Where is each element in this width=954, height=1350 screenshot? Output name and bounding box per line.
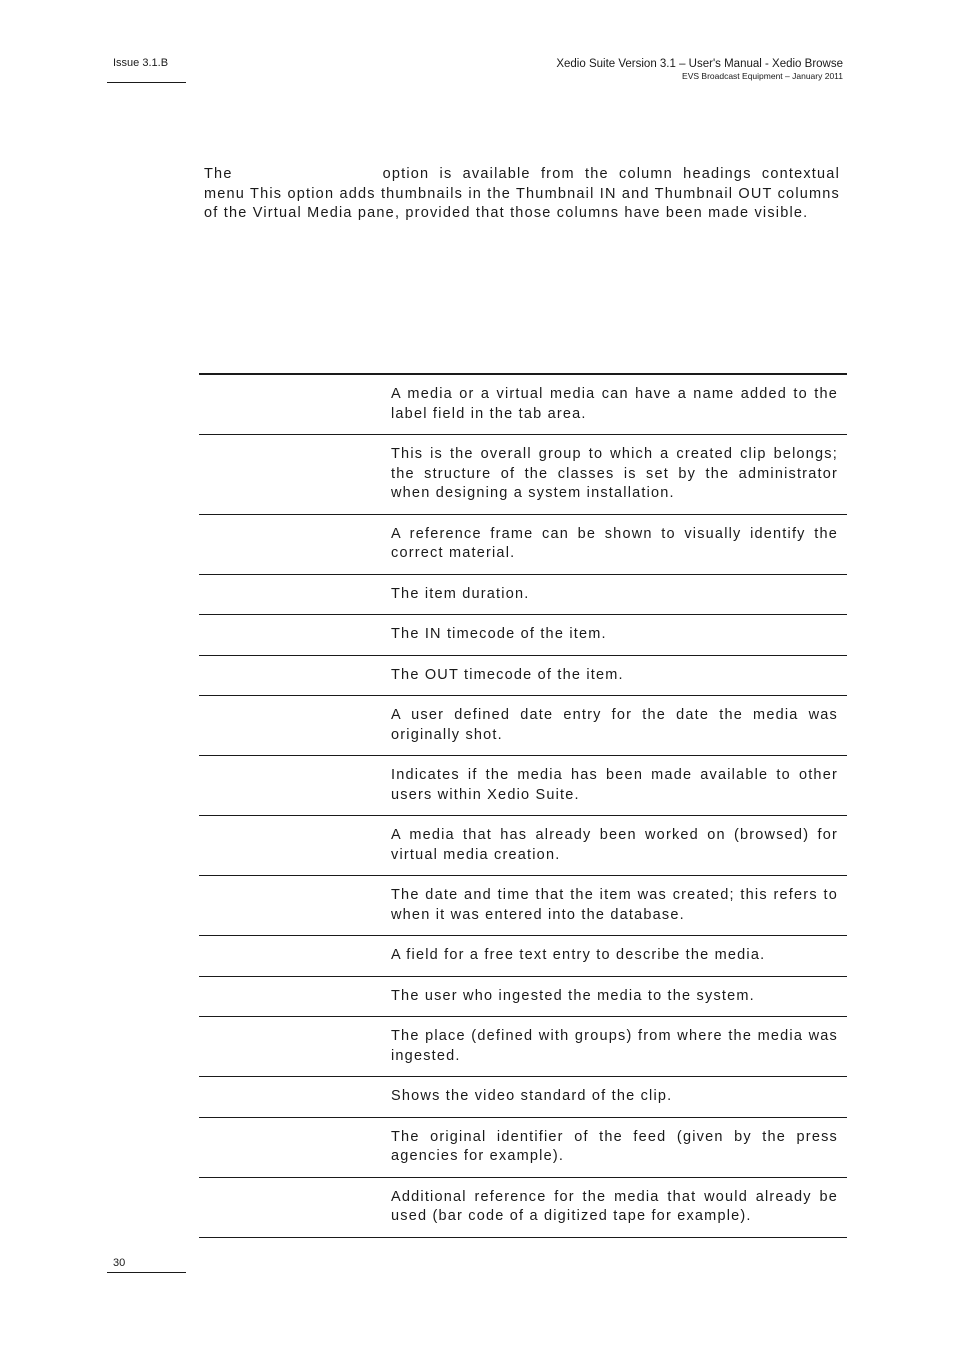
table-row	[199, 816, 847, 876]
row-description: This is the overall group to which a created clip belongs; the structure of the classes is set by the administrator when designing a system installation.	[391, 446, 838, 501]
row-label-cell	[199, 816, 391, 875]
row-description: Indicates if the media has been made available to other users within Xedio Suite.	[391, 767, 838, 803]
row-description: A user defined date entry for the date the media was originally shot.	[391, 707, 838, 743]
row-label-cell	[199, 756, 391, 815]
header-right-block	[556, 57, 843, 82]
row-label-cell	[199, 375, 391, 434]
row-description: The IN timecode of the item.	[391, 626, 607, 642]
row-label-cell	[199, 515, 391, 574]
document-subtitle: EVS Broadcast Equipment – January 2011	[682, 71, 843, 81]
row-label-cell	[199, 1178, 391, 1237]
table-row	[199, 375, 847, 435]
row-label-cell	[199, 656, 391, 696]
document-title: Xedio Suite Version 3.1 – User's Manual - Xedio Browse	[556, 58, 843, 70]
table-row	[199, 575, 847, 616]
table-row	[199, 876, 847, 936]
table-row	[199, 936, 847, 977]
row-description: The place (defined with groups) from where the media was ingested.	[391, 1028, 838, 1064]
table-row	[199, 1017, 847, 1077]
footer-divider	[107, 1272, 186, 1273]
column-description-table	[199, 373, 847, 1238]
issue-label: Issue 3.1.B	[113, 57, 169, 69]
table-row	[199, 977, 847, 1018]
intro-lead: The	[204, 166, 233, 182]
row-label-cell	[199, 977, 391, 1017]
row-label-cell	[199, 876, 391, 935]
table-row	[199, 615, 847, 656]
row-description: The user who ingested the media to the system.	[391, 987, 755, 1004]
row-description: A reference frame can be shown to visually identify the correct material.	[391, 525, 838, 561]
table-row	[199, 435, 847, 515]
table-row	[199, 756, 847, 816]
row-description: The item duration.	[391, 585, 530, 602]
row-label-cell	[199, 936, 391, 976]
table-row	[199, 1178, 847, 1238]
table-row	[199, 656, 847, 697]
row-description: The original identifier of the feed (given by the press agencies for example).	[391, 1128, 838, 1164]
table-row	[199, 696, 847, 756]
intro-text: option is available from the column headings contextual menu This option adds thumbnails in the Thumbnail IN and Thumbnail OUT columns of the Virtual Media pane, provided that those columns have been made visible.	[204, 166, 840, 221]
row-description: A field for a free text entry to describe the media.	[391, 947, 766, 963]
page-number: 30	[113, 1257, 126, 1269]
table-row	[199, 1077, 847, 1118]
row-label-cell	[199, 435, 391, 514]
row-description: Shows the video standard of the clip.	[391, 1088, 673, 1104]
table-row	[199, 515, 847, 575]
row-label-cell	[199, 575, 391, 615]
intro-paragraph	[204, 165, 840, 224]
row-description: A media or a virtual media can have a name added to the label field in the tab area.	[391, 386, 838, 422]
header-divider	[107, 82, 186, 83]
row-label-cell	[199, 615, 391, 655]
row-description: Additional reference for the media that would already be used (bar code of a digitized tape for example).	[391, 1188, 838, 1224]
table-row	[199, 1118, 847, 1178]
row-label-cell	[199, 1017, 391, 1076]
row-description: A media that has already been worked on (browsed) for virtual media creation.	[391, 827, 838, 863]
row-label-cell	[199, 696, 391, 755]
row-description: The date and time that the item was created; this refers to when it was entered into the database.	[391, 887, 838, 923]
row-label-cell	[199, 1118, 391, 1177]
row-label-cell	[199, 1077, 391, 1117]
row-description: The OUT timecode of the item.	[391, 666, 624, 683]
